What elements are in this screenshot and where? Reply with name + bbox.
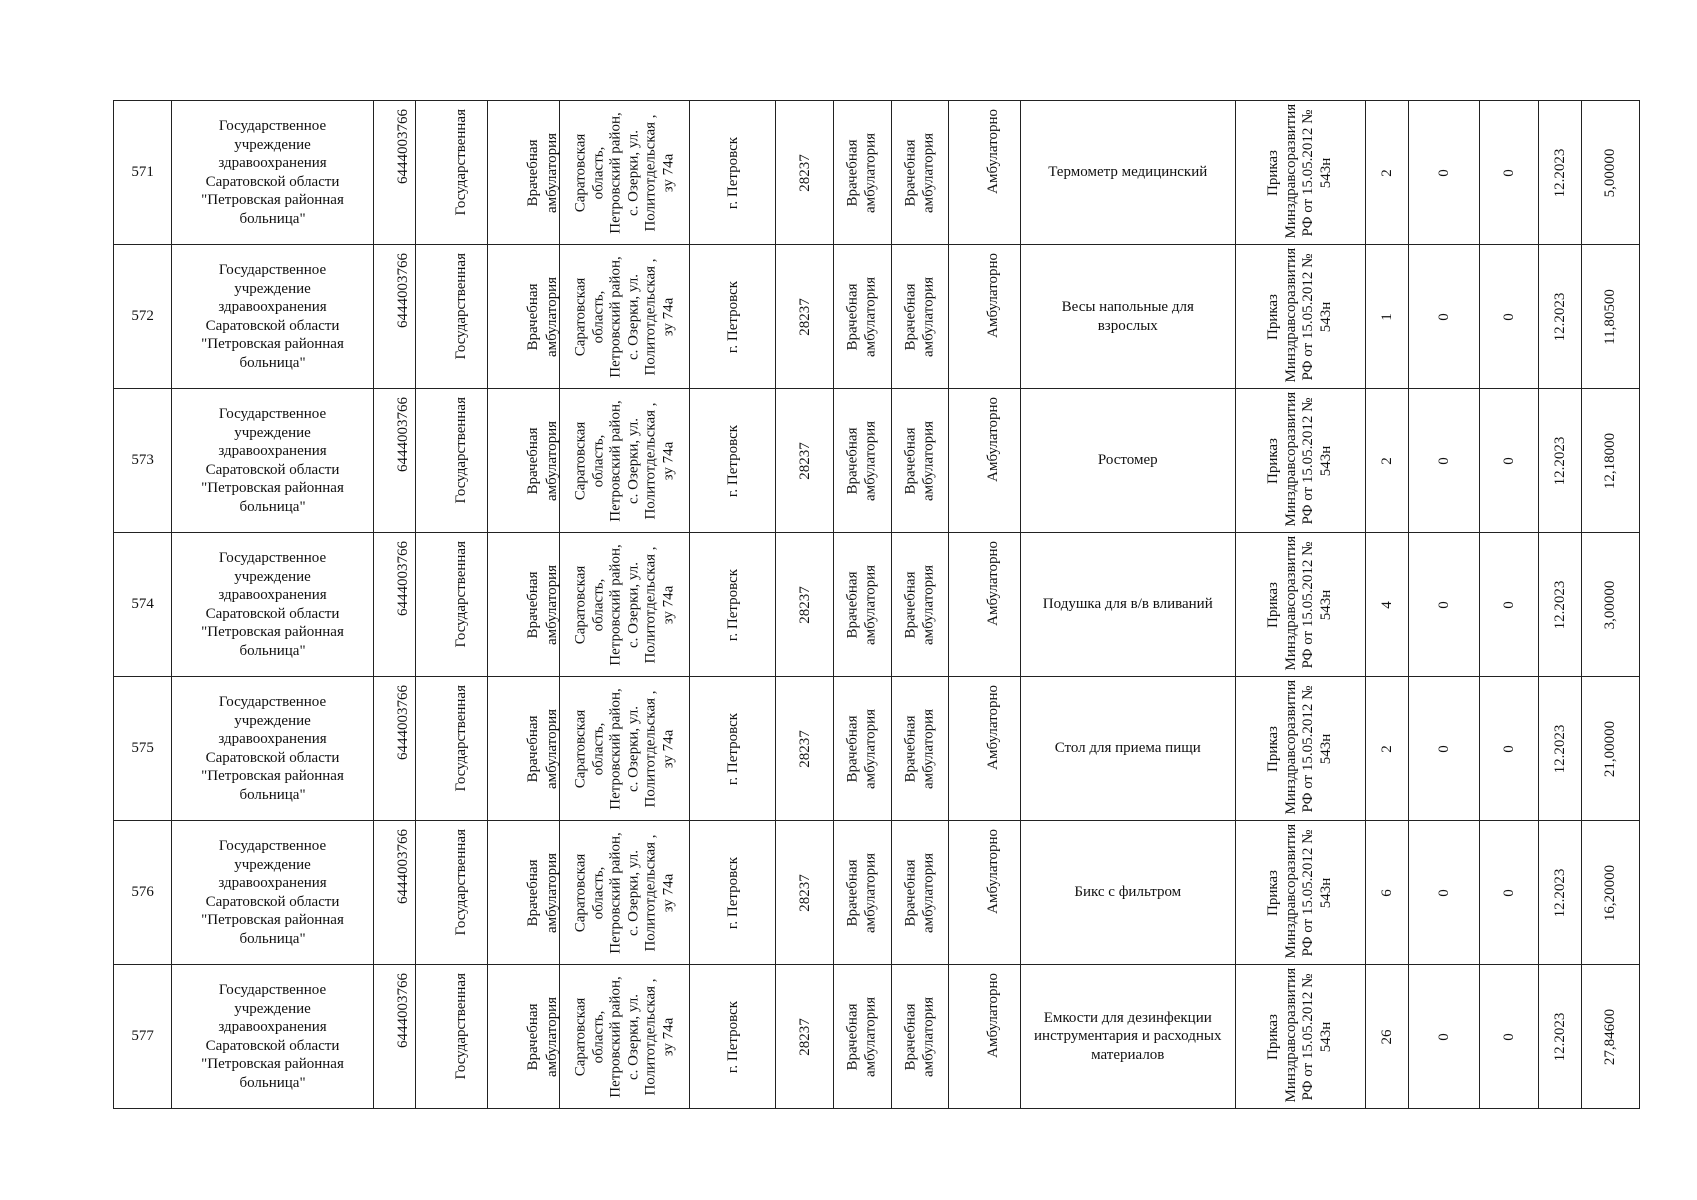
inn-cell: 6444003766: [373, 821, 415, 965]
code-cell: 28237: [776, 965, 834, 1109]
organization-name: Государственное учреждение здравоохранения Саратовской области "Петровская районная больница": [172, 677, 374, 821]
amount-cell: 3,00000: [1581, 533, 1639, 677]
equipment-name: Весы напольные для взрослых: [1020, 245, 1235, 389]
table-row: [114, 821, 1640, 965]
zero1-cell: 0: [1409, 821, 1480, 965]
type1-cell: Врачебная амбулатория: [834, 821, 891, 965]
amount-cell: 16,20000: [1581, 821, 1639, 965]
quantity-cell: 26: [1366, 965, 1409, 1109]
mode-cell: Амбулаторно: [948, 821, 1020, 965]
zero1-cell: 0: [1409, 389, 1480, 533]
table-row: [114, 389, 1640, 533]
order-cell: Приказ Минздравсоразвития РФ от 15.05.2012 № 543н: [1235, 965, 1365, 1109]
city-cell: г. Петровск: [689, 533, 775, 677]
unit-cell: Врачебная амбулатория: [488, 101, 560, 245]
equipment-name: Бикс с фильтром: [1020, 821, 1235, 965]
type1-cell: Врачебная амбулатория: [834, 245, 891, 389]
city-cell: г. Петровск: [689, 965, 775, 1109]
address-cell: Саратовская область, Петровский район, с. Озерки, ул. Политотдельская , зу 74а: [560, 533, 689, 677]
row-number: 577: [114, 965, 172, 1109]
type2-cell: Врачебная амбулатория: [891, 965, 948, 1109]
ownership-cell: Государственная: [415, 389, 487, 533]
address-cell: Саратовская область, Петровский район, с. Озерки, ул. Политотдельская , зу 74а: [560, 677, 689, 821]
row-number: 576: [114, 821, 172, 965]
quantity-cell: 1: [1366, 245, 1409, 389]
mode-cell: Амбулаторно: [948, 389, 1020, 533]
zero1-cell: 0: [1409, 245, 1480, 389]
order-cell: Приказ Минздравсоразвития РФ от 15.05.2012 № 543н: [1235, 389, 1365, 533]
code-cell: 28237: [776, 389, 834, 533]
table-row: [114, 533, 1640, 677]
row-number: 575: [114, 677, 172, 821]
organization-name: Государственное учреждение здравоохранения Саратовской области "Петровская районная больница": [172, 533, 374, 677]
equipment-name: Емкости для дезинфекции инструментария и расходных материалов: [1020, 965, 1235, 1109]
ownership-cell: Государственная: [415, 245, 487, 389]
code-cell: 28237: [776, 677, 834, 821]
zero2-cell: 0: [1480, 533, 1538, 677]
equipment-name: Стол для приема пищи: [1020, 677, 1235, 821]
city-cell: г. Петровск: [689, 821, 775, 965]
city-cell: г. Петровск: [689, 245, 775, 389]
date-cell: 12.2023: [1538, 389, 1581, 533]
order-cell: Приказ Минздравсоразвития РФ от 15.05.2012 № 543н: [1235, 533, 1365, 677]
equipment-name: Термометр медицинский: [1020, 101, 1235, 245]
table-row: [114, 677, 1640, 821]
zero2-cell: 0: [1480, 245, 1538, 389]
city-cell: г. Петровск: [689, 389, 775, 533]
table-row: [114, 965, 1640, 1109]
type1-cell: Врачебная амбулатория: [834, 677, 891, 821]
code-cell: 28237: [776, 101, 834, 245]
organization-name: Государственное учреждение здравоохранения Саратовской области "Петровская районная больница": [172, 101, 374, 245]
type1-cell: Врачебная амбулатория: [834, 101, 891, 245]
quantity-cell: 2: [1366, 101, 1409, 245]
equipment-name: Подушка для в/в вливаний: [1020, 533, 1235, 677]
zero1-cell: 0: [1409, 965, 1480, 1109]
zero2-cell: 0: [1480, 101, 1538, 245]
date-cell: 12.2023: [1538, 245, 1581, 389]
address-cell: Саратовская область, Петровский район, с. Озерки, ул. Политотдельская , зу 74а: [560, 245, 689, 389]
order-cell: Приказ Минздравсоразвития РФ от 15.05.2012 № 543н: [1235, 821, 1365, 965]
organization-name: Государственное учреждение здравоохранения Саратовской области "Петровская районная больница": [172, 965, 374, 1109]
quantity-cell: 4: [1366, 533, 1409, 677]
row-number: 571: [114, 101, 172, 245]
row-number: 573: [114, 389, 172, 533]
table-row: [114, 245, 1640, 389]
organization-name: Государственное учреждение здравоохранения Саратовской области "Петровская районная больница": [172, 245, 374, 389]
mode-cell: Амбулаторно: [948, 533, 1020, 677]
inn-cell: 6444003766: [373, 389, 415, 533]
mode-cell: Амбулаторно: [948, 101, 1020, 245]
zero1-cell: 0: [1409, 101, 1480, 245]
date-cell: 12.2023: [1538, 101, 1581, 245]
type2-cell: Врачебная амбулатория: [891, 245, 948, 389]
address-cell: Саратовская область, Петровский район, с. Озерки, ул. Политотдельская , зу 74а: [560, 101, 689, 245]
ownership-cell: Государственная: [415, 821, 487, 965]
zero2-cell: 0: [1480, 389, 1538, 533]
zero1-cell: 0: [1409, 677, 1480, 821]
type2-cell: Врачебная амбулатория: [891, 677, 948, 821]
amount-cell: 5,00000: [1581, 101, 1639, 245]
quantity-cell: 6: [1366, 821, 1409, 965]
quantity-cell: 2: [1366, 677, 1409, 821]
date-cell: 12.2023: [1538, 533, 1581, 677]
amount-cell: 21,00000: [1581, 677, 1639, 821]
type1-cell: Врачебная амбулатория: [834, 389, 891, 533]
code-cell: 28237: [776, 245, 834, 389]
zero2-cell: 0: [1480, 965, 1538, 1109]
inn-cell: 6444003766: [373, 677, 415, 821]
address-cell: Саратовская область, Петровский район, с. Озерки, ул. Политотдельская , зу 74а: [560, 821, 689, 965]
ownership-cell: Государственная: [415, 101, 487, 245]
ownership-cell: Государственная: [415, 965, 487, 1109]
amount-cell: 27,84600: [1581, 965, 1639, 1109]
equipment-name: Ростомер: [1020, 389, 1235, 533]
inn-cell: 6444003766: [373, 533, 415, 677]
address-cell: Саратовская область, Петровский район, с. Озерки, ул. Политотдельская , зу 74а: [560, 965, 689, 1109]
unit-cell: Врачебная амбулатория: [488, 965, 560, 1109]
zero2-cell: 0: [1480, 677, 1538, 821]
row-number: 572: [114, 245, 172, 389]
address-cell: Саратовская область, Петровский район, с. Озерки, ул. Политотдельская , зу 74а: [560, 389, 689, 533]
mode-cell: Амбулаторно: [948, 677, 1020, 821]
code-cell: 28237: [776, 821, 834, 965]
mode-cell: Амбулаторно: [948, 245, 1020, 389]
unit-cell: Врачебная амбулатория: [488, 677, 560, 821]
type2-cell: Врачебная амбулатория: [891, 389, 948, 533]
type2-cell: Врачебная амбулатория: [891, 101, 948, 245]
date-cell: 12.2023: [1538, 677, 1581, 821]
mode-cell: Амбулаторно: [948, 965, 1020, 1109]
inn-cell: 6444003766: [373, 245, 415, 389]
amount-cell: 12,18000: [1581, 389, 1639, 533]
table-row: [114, 101, 1640, 245]
ownership-cell: Государственная: [415, 677, 487, 821]
row-number: 574: [114, 533, 172, 677]
code-cell: 28237: [776, 533, 834, 677]
organization-name: Государственное учреждение здравоохранения Саратовской области "Петровская районная больница": [172, 821, 374, 965]
organization-name: Государственное учреждение здравоохранения Саратовской области "Петровская районная больница": [172, 389, 374, 533]
inn-cell: 6444003766: [373, 965, 415, 1109]
ownership-cell: Государственная: [415, 533, 487, 677]
equipment-table: [113, 100, 1640, 1109]
type1-cell: Врачебная амбулатория: [834, 533, 891, 677]
amount-cell: 11,80500: [1581, 245, 1639, 389]
order-cell: Приказ Минздравсоразвития РФ от 15.05.2012 № 543н: [1235, 101, 1365, 245]
unit-cell: Врачебная амбулатория: [488, 533, 560, 677]
city-cell: г. Петровск: [689, 677, 775, 821]
type2-cell: Врачебная амбулатория: [891, 821, 948, 965]
quantity-cell: 2: [1366, 389, 1409, 533]
unit-cell: Врачебная амбулатория: [488, 389, 560, 533]
type1-cell: Врачебная амбулатория: [834, 965, 891, 1109]
date-cell: 12.2023: [1538, 821, 1581, 965]
zero2-cell: 0: [1480, 821, 1538, 965]
city-cell: г. Петровск: [689, 101, 775, 245]
inn-cell: 6444003766: [373, 101, 415, 245]
unit-cell: Врачебная амбулатория: [488, 821, 560, 965]
order-cell: Приказ Минздравсоразвития РФ от 15.05.2012 № 543н: [1235, 245, 1365, 389]
zero1-cell: 0: [1409, 533, 1480, 677]
unit-cell: Врачебная амбулатория: [488, 245, 560, 389]
order-cell: Приказ Минздравсоразвития РФ от 15.05.2012 № 543н: [1235, 677, 1365, 821]
date-cell: 12.2023: [1538, 965, 1581, 1109]
type2-cell: Врачебная амбулатория: [891, 533, 948, 677]
